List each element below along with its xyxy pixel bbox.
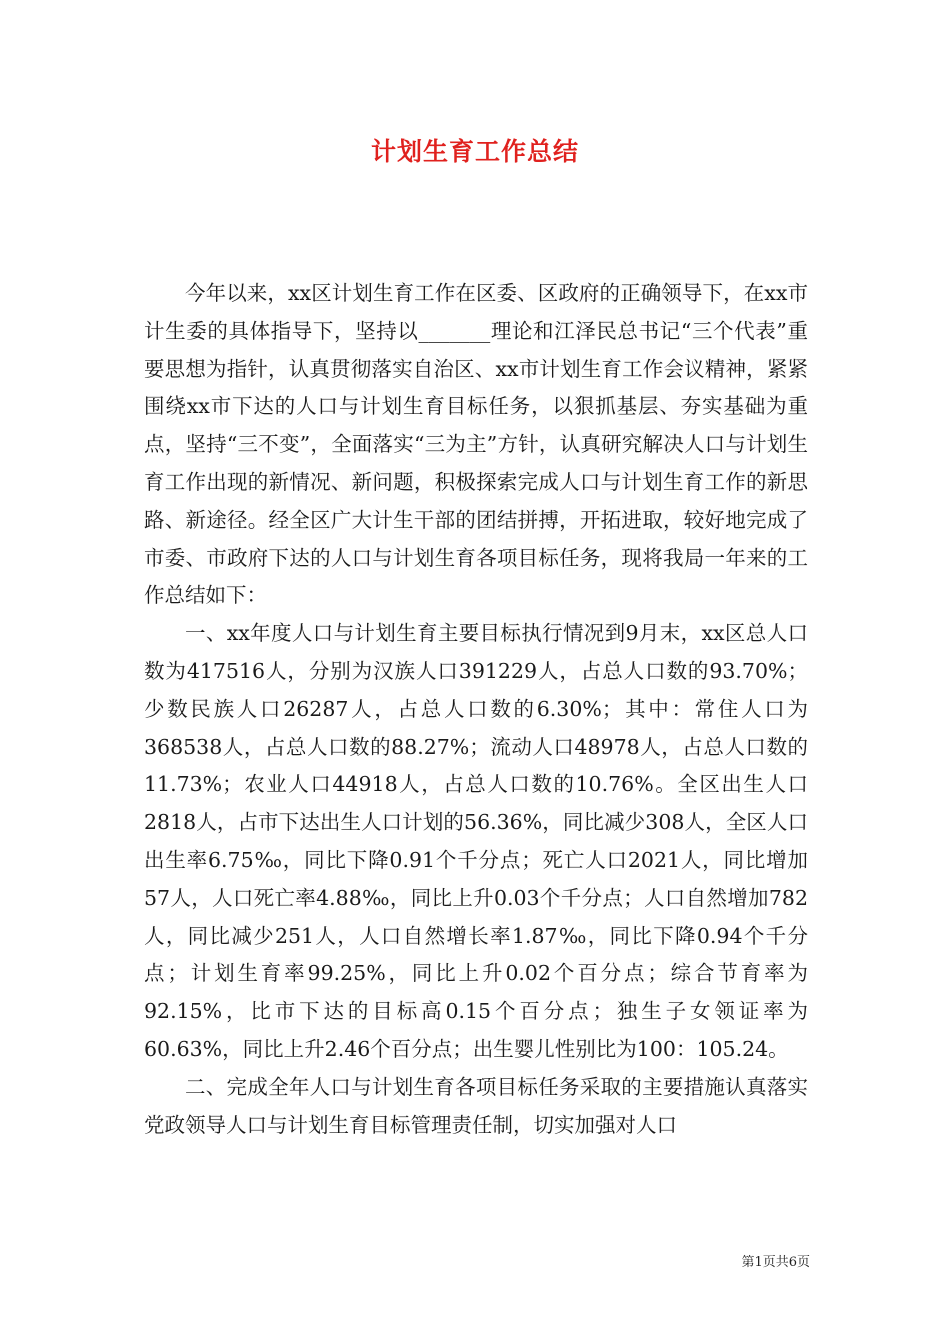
document-body xyxy=(144,275,808,1144)
paragraph-section-two: 二、完成全年人口与计划生育各项目标任务采取的主要措施认真落实党政领导人口与计划生育目标管理责任制，切实加强对人口 xyxy=(144,1074,808,1137)
page-number-footer: 第1页共6页 xyxy=(741,1255,810,1270)
paragraph-section-one: 一、xx年度人口与计划生育主要目标执行情况到9月末，xx区总人口数为417516人，分别为汉族人口391229人，占总人口数的93.70%；少数民族人口26287人，占总人口数的6.30%；其中：常住人口为368538人，占总人口数的88.27%；流动人口48978人，占总人口数的11.73%；农业人口44918人，占总人口数的10.76%。全区出生人口2818人，占市下达出生人口计划的56.36%，同比减少308人，全区人口出生率6.75‰，同比下降0.91个千分点；死亡人口2021人，同比增加57人，人口死亡率4.88‰，同比上升0.03个千分点；人口自然增加782人，同比减少251人，人口自然增长率1.87‰，同比下降0.94个千分点；计划生育率99.25%，同比上升0.02个百分点；综合节育率为92.15%，比市下达的目标高0.15个百分点；独生子女领证率为60.63%，同比上升2.46个百分点；出生婴儿性别比为100：105.24。 xyxy=(144,621,808,1061)
paragraph-intro: 今年以来，xx区计划生育工作在区委、区政府的正确领导下，在xx市计生委的具体指导下，坚持以_______理论和江泽民总书记“三个代表”重要思想为指针，认真贯彻落实自治区、xx市计划生育工作会议精神，紧紧围绕xx市下达的人口与计划生育目标任务，以狠抓基层、夯实基础为重点，坚持“三不变”，全面落实“三为主”方针，认真研究解决人口与计划生育工作出现的新情况、新问题，积极探索完成人口与计划生育工作的新思路、新途径。经全区广大计生干部的团结拼搏，开拓进取，较好地完成了市委、市政府下达的人口与计划生育各项目标任务，现将我局一年来的工作总结如下： xyxy=(144,281,808,608)
document-title: 计划生育工作总结 xyxy=(370,137,579,166)
